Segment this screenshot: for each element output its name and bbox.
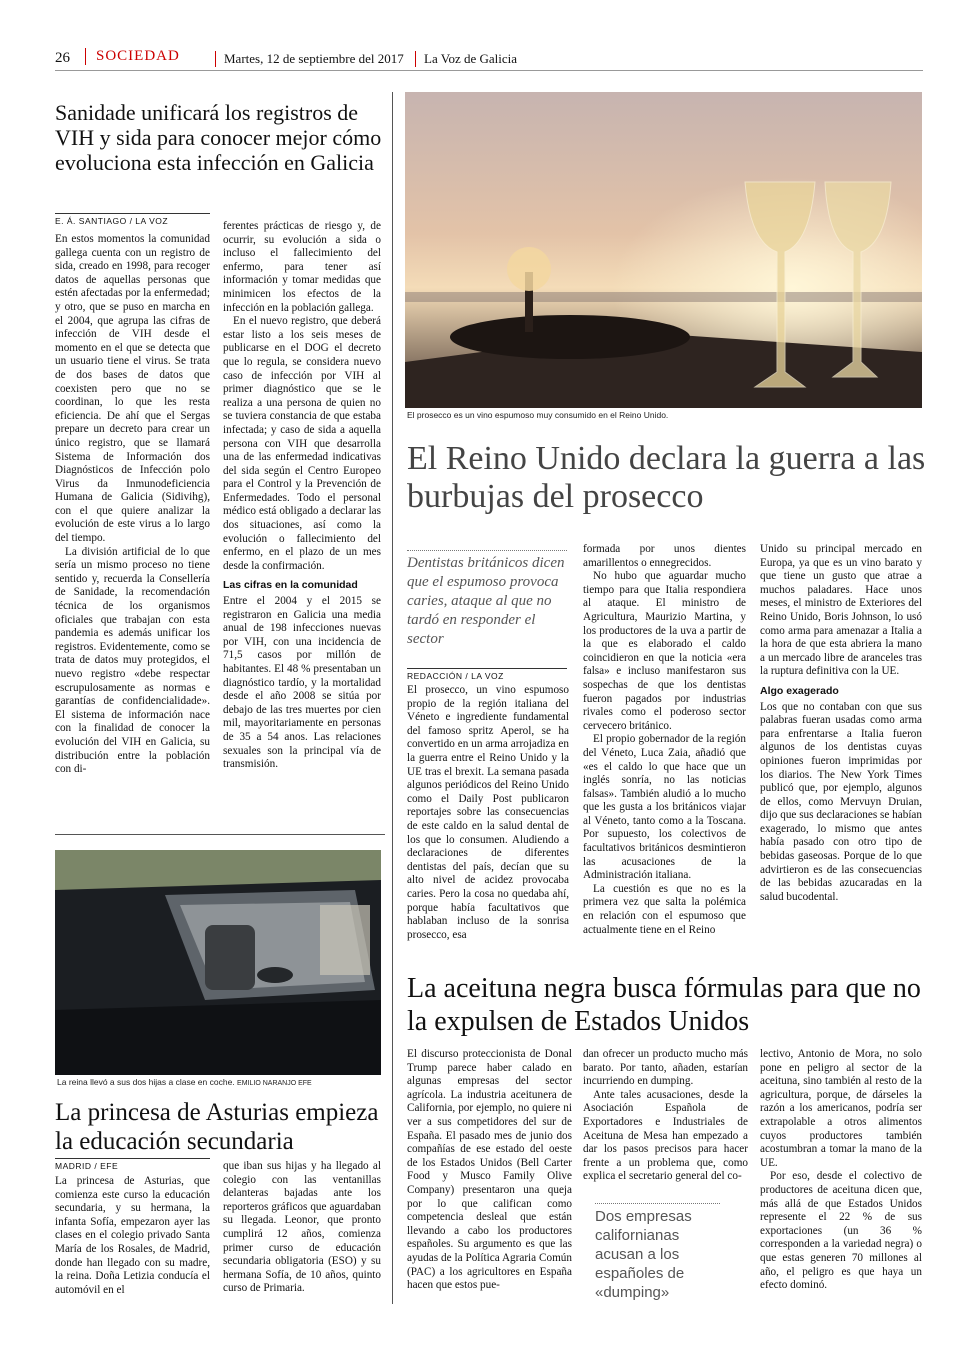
column-divider	[392, 92, 393, 1304]
section-divider	[55, 834, 385, 835]
paragraph: Entre el 2004 y el 2015 se registraron en Galicia una media anual de 198 infecciones nuevas por VIH, con una incidencia de 71,5 casos por millón de habitantes. El 48 % presentaban un diagnóstico tardío, y la mortalidad desde el año 2008 se sitúa por debajo de las tres muertes por cien mil, mayoritariamente en personas de 35 a 54 anos. Las relaciones sexuales son la principal vía de transmisión.	[223, 595, 381, 771]
article-column-1	[407, 684, 569, 942]
paragraph: ferentes prácticas de riesgo y, de ocurrir, su evolución a sida o incluso el fallecimiento del enfermo, para tener así información y tomar medidas que minimicen los efectos de la infección en la población gallega.	[223, 220, 381, 314]
paragraph: formada por unos dientes amarillentos o ennegrecidos.	[583, 543, 746, 569]
article-lead: Dentistas británicos dicen que el espumoso provoca caries, ataque al que no tardó en responder el sector	[407, 550, 567, 649]
prosecco-image	[405, 92, 922, 408]
paragraph: En el nuevo registro, que deberá estar listo a los seis meses de publicarse en el DOG el decreto que lo regula, se considera nuevo caso de infección por VIH al primer diagnóstico que se le realiza a una persona de quien no se tuviera constancia de que estaba infectada; y caso de sida a aquella persona con VIH que desarrolla una de las enfermedad indicativas del sida según el Centro Europeo para el Control y la Prevención de Enfermedades. Todo el personal médico está obligado a declarar las dos situaciones, así como la evolución o fallecimiento del enfermo, en el plazo de un mes desde la confirmación.	[223, 315, 381, 572]
car-image	[55, 850, 381, 1075]
article-column-1	[55, 1175, 210, 1297]
paragraph: El discurso proteccionista de Donal Trump parece haber calado en algunas empresas del sector agrícola. La industria aceitunera de California, por ejemplo, no quiere ni ver a sus competidores del sur de España. El pasado mes de junio dos compañías de ese estado del oeste de los Estados Unidos (Bell Carter Food y Musco Family Olive Company) presentaron una queja por lo que califican como competencia desleal que están llevando a cabo los productores españoles. Su argumento es que las ayudas de la Política Agraria Común (PAC) a los agricultores en España hacen que estos pue-	[407, 1048, 572, 1292]
article-title: Sanidade unificará los registros de VIH y sida para conocer mejor cómo evoluciona esta infección en Galicia	[55, 100, 382, 175]
article-title: El Reino Unido declara la guerra a las burbujas del prosecco	[407, 440, 926, 515]
byline: REDACCIÓN / LA VOZ	[407, 668, 567, 681]
byline: MADRID / EFE	[55, 1158, 210, 1171]
paragraph: lectivo, Antonio de Mora, no solo pone en peligro al sector de la aceituna, sino también al resto de la agricultura, porque, de dárseles la razón a los americanos, podría ser extrapolable a otros alimentos cuyos productores también acostumbran a tomar la mano de la UE.	[760, 1048, 922, 1169]
paragraph: dan ofrecer un producto mucho más barato. Por tanto, añaden, estarían incurriendo en dumping.	[583, 1048, 748, 1088]
article-title: La princesa de Asturias empieza la educación secundaria	[55, 1099, 379, 1155]
article-column-2	[223, 1160, 381, 1296]
car-photo	[55, 850, 381, 1075]
paragraph: Ante tales acusaciones, desde la Asociación Española de Exportadores e Industriales de Aceituna de Mesa han empezado a dar los pasos precisos para hacer frente a un problema que, como explica el secretario general del co-	[583, 1088, 748, 1183]
subheading: Las cifras en la comunidad	[223, 579, 358, 592]
article-column-1	[55, 233, 210, 777]
article-column-3	[760, 1048, 922, 1293]
photo-caption-line	[57, 1077, 383, 1087]
article-title: La aceituna negra busca fórmulas para que no la expulsen de Estados Unidos	[407, 973, 921, 1037]
photo-caption: El prosecco es un vino espumoso muy consumido en el Reino Unido.	[407, 410, 669, 420]
paragraph: Por eso, desde el colectivo de productores de aceituna dicen que, más allá de que Estados Unidos represente el 22 % de sus exportaciones (un 36 % corresponden a la variedad negra) o que estas generen 70 millones al año, el peligro es que haya un efecto dominó.	[760, 1170, 922, 1292]
prosecco-photo	[405, 92, 922, 408]
paragraph: El prosecco, un vino espumoso propio de la región italiana del Véneto e ingrediente fundamental del famoso spritz Aperol, se ha convertido en un arma arrojadiza en la guerra entre el Reino Unido y la UE tras el brexit. La semana pasada algunos periódicos del Reino Unido como el Daily Post publicaron reportajes sobre las consecuencias de este caldo en la salud dental de los que lo consumen. Aludiendo a declaraciones de diferentes dentistas del país, decían que su alto nivel de acidez provocaba caries. Pero la cosa no quedaba ahí, porque había facultativos que hablaban incluso de la sonrisa prosecco, esa	[407, 684, 569, 941]
pull-quote: Dos empresas californianas acusan a los españoles de «dumping»	[595, 1203, 720, 1302]
subheading: Algo exagerado	[760, 684, 839, 697]
paragraph: que iban sus hijas y ha llegado al colegio con las ventanillas delanteras bajadas ante los reporteros gráficos que aguardaban su llegada. Leonor, que pronto cumplirá 12 años, comienza primer curso de educación secundaria obligatoria (ESO) y su hermana Sofía, de 10 años, quinto curso de Primaria.	[223, 1160, 381, 1295]
publication-name: La Voz de Galicia	[415, 51, 517, 67]
article-column-2	[583, 543, 746, 937]
issue-date: Martes, 12 de septiembre del 2017	[215, 51, 404, 67]
paragraph: Los que no contaban con que sus palabras fueran usadas como arma para enfrentarse a Italia fueron algunos de los dentistas cuyas opiniones fueron imprimidas por los diarios. The New York Times publicó que, por ejemplo, algunos de ellos, como Mervuyn Druian, dijo que sus declaraciones se habían exagerado, lo mismo que antes había pasado con otro tipo de bebidas gaseosas. Porque de lo que advirtieron es de las consecuencias de las bebidas azucaradas en la salud bucodental.	[760, 700, 922, 903]
article-column-2	[223, 220, 381, 772]
article-column-1	[407, 1048, 572, 1293]
section-name: SOCIEDAD	[85, 48, 180, 65]
article-vih	[55, 100, 385, 776]
paragraph: En estos momentos la comunidad gallega cuenta con un registro de sida, creado en 1998, para recoger datos de aquellas personas que estén afectadas por la enfermedad; y otro, que se puso en marcha en el 2004, que agrupa las cifras de infección de VIH desde el momento en el que se detecta que un usuario tiene el virus. Se trata de dos bases de datos que coexisten pero que no se coordinan, lo que les resta eficiencia. De ahí que el Sergas prepare un decreto para crear un único registro, que se llamará Sistema de Información dos Diagnósticos de Infección polo Virus da Inmunodeficiencia Humana de Galicia (Sidivihg), con el que quiere analizar la evolución de este virus a lo largo del tiempo.	[55, 233, 210, 545]
paragraph: La cuestión es que no es la primera vez que salta la polémica en relación con el espumoso que actualmente tiene en el Reino	[583, 882, 746, 936]
photo-credit: EMILIO NARANJO EFE	[237, 1080, 312, 1087]
page-number: 26	[55, 50, 70, 66]
paragraph: La princesa de Asturias, que comienza este curso la educación secundaria, y su hermana, la infanta Sofía, empezaron ayer las clases en el colegio privado Santa María de los Rosales, de Madrid, donde han llegado con su madre, la reina. Doña Letizia conducía el automóvil en el	[55, 1175, 210, 1296]
photo-caption: La reina llevó a sus dos hijas a clase en coche.	[57, 1077, 235, 1087]
paragraph: No hubo que aguardar mucho tiempo para que Italia respondiera al ataque. El ministro de Agricultura, Maurizio Martina, y los productores de la uva a partir de la que es elaborado el caldo coincidieron en que la noticia «era falsa» e incluso manifestaron sus sospechas de que los dentistas fueron pagados por industrias rivales como el poderoso sector cervecero británico.	[583, 570, 746, 732]
page-header	[55, 48, 923, 71]
paragraph: Unido su principal mercado en Europa, ya que es un vino barato y que tiene un gusto que atrae a muchos paladares. Hace unos meses, el ministro de Exteriores del Reino Unido, Boris Johnson, lo usó como arma para amenazar a Italia a la hora de que esta abriera la mano a un mercado libre de aranceles tras la ruptura definitiva con la UE.	[760, 543, 922, 678]
article-column-3	[760, 543, 922, 904]
paragraph: La división artificial de lo que sería un mismo proceso no tiene sentido y, recuerda la Consellería de Sanidade, la recomendación técnica de los organismos oficiales que trabajan con esta pandemia es además unificar los registros. Evidentemente, como se trata de datos muy protegidos, el nuevo registro «debe respectar escrupulosamente as normas e garantías de confidencialidade». El sistema de información nace con la finalidad de conocer la evolución del VIH en Galicia, su distribución entre la población con di-	[55, 545, 210, 776]
article-column-2	[583, 1048, 748, 1184]
byline: E. Á. SANTIAGO / LA VOZ	[55, 213, 210, 226]
paragraph: El propio gobernador de la región del Véneto, Luca Zaia, añadió que «es el caldo lo que hace que un inglés sonría, no las noticias falsas». También aludió a lo mucho que les gusta a los británicos viajar al Véneto, tanto como a la Toscana. Por supuesto, los colectivos de facultativos británicos desmintieron las acusaciones de la Administración italiana.	[583, 733, 746, 882]
